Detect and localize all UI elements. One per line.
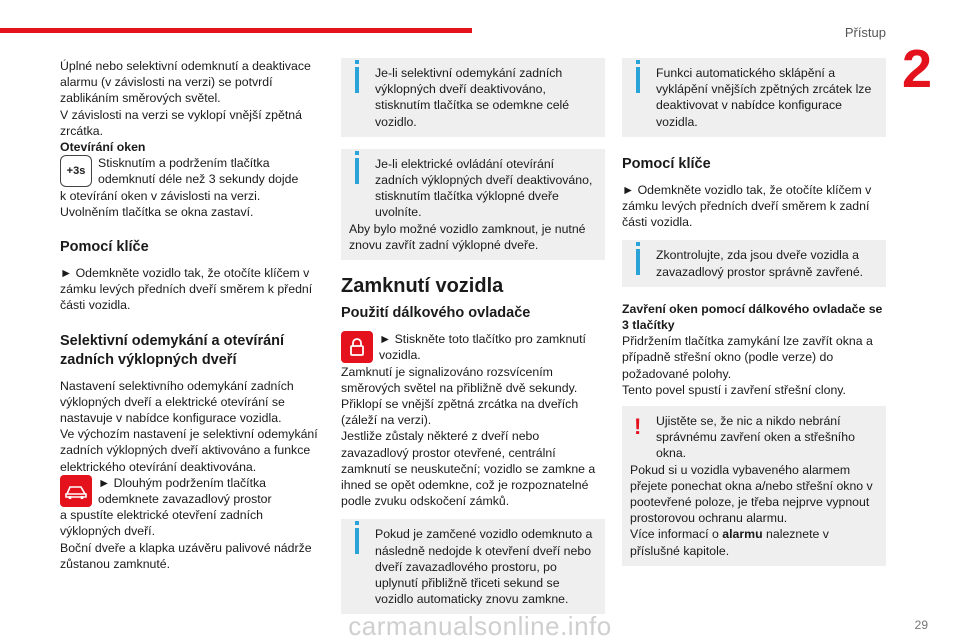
tailgate-icon-row: [60, 475, 322, 507]
paragraph: V závislosti na verzi se vyklopí vnější zpětná zrcátka.: [60, 107, 302, 138]
info-icon: [355, 528, 359, 554]
lock-icon-row: [341, 331, 605, 363]
page-number: 29: [914, 618, 928, 632]
info-note: Zkontrolujte, zda jsou dveře vozidla a zavazadlový prostor správně zavřené.: [622, 240, 886, 286]
tailgate-car-icon: [60, 475, 92, 507]
windows-subheading: Zavření oken pomocí dálkového ovladače se 3 tlačítky: [622, 301, 883, 333]
paragraph: a spustíte elektrické otevření zadních výklopných dveří.: [60, 508, 264, 539]
paragraph: Zamknutí je signalizováno rozsvícením směrových světel na přibližně dvě sekundy.: [341, 364, 578, 395]
paragraph: Uvolněním tlačítka se okna zastaví.: [60, 204, 254, 219]
windows-icon-row: [60, 155, 322, 187]
paragraph: ► Stiskněte toto tlačítko pro zamknutí vozidla.: [379, 332, 586, 363]
paragraph: Přiklopí se vnější zpětná zrcátka na dveřích (záleží na verzi).: [341, 397, 579, 428]
chapter-number: 2: [901, 39, 932, 99]
top-accent-bar: [0, 28, 472, 33]
section-header: Přístup: [844, 25, 886, 40]
paragraph: Jestliže zůstaly některé z dveří nebo zavazadlový prostor otevřené, centrální zamknutí se neuskuteční; vozidlo se zamkne a ihned se opět odemkne, což je rozpoznatelné podle zvuku odskočení zámků.: [341, 429, 596, 509]
info-icon: [636, 67, 640, 93]
paragraph: Stisknutím a podržením tlačítka odemknutí déle než 3 sekundy dojde: [98, 156, 299, 187]
column-3: [622, 58, 886, 566]
lock-heading: Zamknutí vozidla: [341, 275, 504, 298]
column-1: [60, 58, 322, 572]
watermark: carmanualsonline.info: [348, 611, 612, 640]
info-note: Je-li selektivní odemykání zadních výklopných dveří deaktivováno, stisknutím tlačítka se odemkne celé vozidlo.: [341, 58, 605, 137]
paragraph: Ve výchozím nastavení je selektivní odemykání zadních výklopných dveří aktivováno a funkce elektrického otevírání deaktivována.: [60, 427, 318, 474]
padlock-icon: [341, 331, 373, 363]
plus-3s-button-icon: +3s: [60, 155, 92, 187]
info-note: Pokud je zamčené vozidlo odemknuto a následně nedojde k otevření dveří nebo dveří zavazadlového prostoru, po uplynutí přibližně třiceti sekund se vozidlo automaticky znovu zamkne.: [341, 519, 605, 614]
paragraph: ► Odemkněte vozidlo tak, že otočíte klíčem v zámku levých předních dveří směrem k přední části vozidla.: [60, 266, 313, 313]
key-heading: Pomocí klíče: [60, 239, 149, 256]
paragraph: ► Dlouhým podržením tlačítka odemknete zavazadlový prostor: [98, 475, 272, 507]
key-heading: Pomocí klíče: [622, 155, 711, 172]
info-note: Je-li elektrické ovládání otevírání zadních výklopných dveří deaktivováno, stisknutím tlačítka výklopné dveře uvolníte. Aby bylo možné vozidlo zamknout, je nutné znovu zavřít zadní výklopné dveře.: [341, 149, 605, 260]
paragraph: Nastavení selektivního odemykání zadních výklopných dveří a elektrické otevírání se nastavuje v nabídce konfigurace vozidla.: [60, 378, 294, 426]
info-note: Funkci automatického sklápění a vyklápění vnějších zpětných zrcátek lze deaktivovat v nabídce konfigurace vozidla.: [622, 58, 886, 137]
windows-subheading: Otevírání oken: [60, 140, 146, 155]
info-icon: [636, 249, 640, 275]
info-icon: [355, 158, 359, 184]
column-2: [341, 58, 605, 614]
paragraph: k otevírání oken v závislosti na verzi.: [60, 188, 261, 203]
remote-heading: Použití dálkového ovladače: [341, 305, 531, 322]
paragraph: ► Odemkněte vozidlo tak, že otočíte klíčem v zámku levých předních dveří směrem k zadní části vozidla.: [622, 182, 872, 230]
selective-heading: Selektivní odemykání a otevírání zadních výklopných dveří: [60, 332, 285, 368]
warning-icon: !: [634, 414, 642, 440]
paragraph: Úplné nebo selektivní odemknutí a deaktivace alarmu (v závislosti na verzi) se potvrdí zablikáním směrových světel.: [60, 59, 311, 106]
warning-note: ! Ujistěte se, že nic a nikdo nebrání správnému zavření oken a střešního okna. Pokud si u vozidla vybaveného alarmem přejete ponechat okna a/nebo střešní okno v pootevřené poloze, je třeba nejprve vypnout prostorovou ochranu alarmu. Více informací o alarmu naleznete v příslušné kapitole.: [622, 406, 886, 566]
paragraph: Tento povel spustí i zavření střešní clony.: [622, 382, 846, 397]
paragraph: Boční dveře a klapka uzávěru palivové nádrže zůstanou zamknuté.: [60, 540, 312, 571]
paragraph: Přidržením tlačítka zamykání lze zavřít okna a případně střešní okno (podle verze) do požadované polohy.: [622, 334, 873, 381]
info-icon: [355, 67, 359, 93]
